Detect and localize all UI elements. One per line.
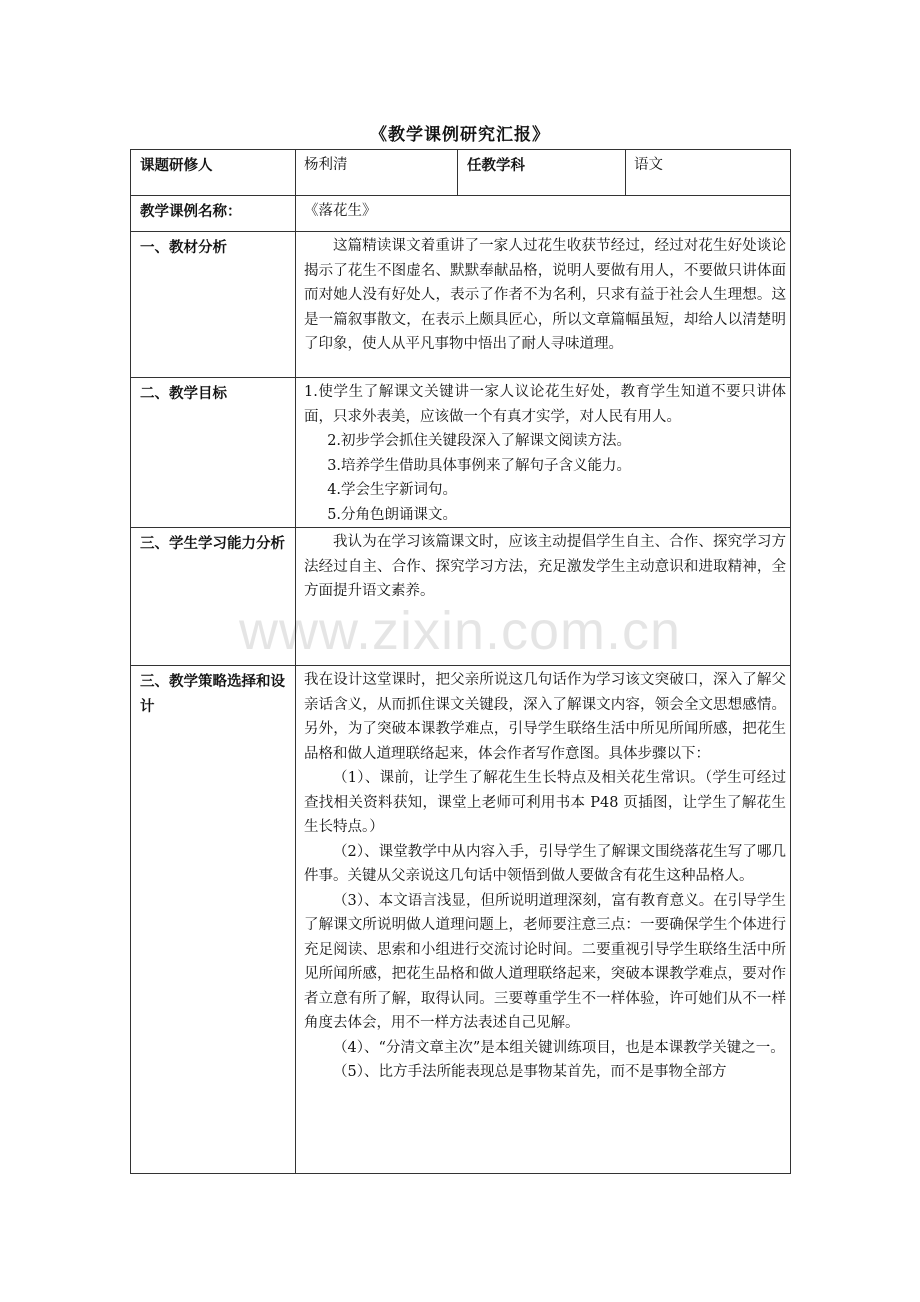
goal-item: 5.分角色朗诵课文。	[327, 506, 458, 523]
goal-item: 4.学会生字新词句。	[327, 482, 458, 498]
table-row-researcher	[131, 150, 791, 196]
strategy-paragraph: （1）、课前，让学生了解花生生长特点及相关花生常识。（学生可经过查找相关资料获知，课堂上老师可利用书本 P48 页插图，让学生了解花生生长特点。）	[304, 770, 786, 835]
cell-teaching-goals	[296, 378, 791, 528]
strategy-paragraph: （4）、“分清文章主次”是本组关键训练项目，也是本课教学关键之一。	[333, 1039, 785, 1056]
label-teaching-goals: 二、教学目标	[131, 378, 296, 528]
table-row-learning-ability	[131, 528, 791, 666]
strategy-paragraph: 我在设计这堂课时，把父亲所说这几句话作为学习该文突破口，深入了解父亲话含义，从而抓住课文关键段，深入了解课文内容，领会全文思想感情。另外，为了突破本课教学难点，引导学生联络生活中所见所闻所感，把花生品格和做人道理联络起来，体会作者写作意图。具体步骤以下：	[304, 672, 786, 762]
cell-teaching-strategy	[296, 666, 791, 1174]
text-material-analysis: 这篇精读课文着重讲了一家人过花生收获节经过，经过对花生好处谈论揭示了花生不图虚名、默默奉献品格，说明人要做有用人，不要做只讲体面而对她人没有好处人，表示了作者不为名利，只求有益于社会人生理想。这是一篇叙事散文，在表示上颇具匠心，所以文章篇幅虽短，却给人以清楚明了印象，使人从平凡事物中悟出了耐人寻味道理。	[304, 238, 786, 352]
cell-material-analysis	[296, 232, 791, 378]
table-row-teaching-goals	[131, 378, 791, 528]
value-researcher: 杨利清	[296, 150, 458, 196]
report-table	[130, 149, 791, 1174]
value-subject: 语文	[626, 150, 791, 196]
table-row-teaching-strategy	[131, 666, 791, 1174]
cell-learning-ability	[296, 528, 791, 666]
document-title: 《教学课例研究汇报》	[370, 125, 550, 145]
goal-item: 2.初步学会抓住关键段深入了解课文阅读方法。	[327, 433, 632, 449]
table-row-material-analysis	[131, 232, 791, 378]
label-material-analysis: 一、教材分析	[131, 232, 296, 378]
strategy-paragraph: （2）、课堂教学中从内容入手，引导学生了解课文围绕落花生写了哪几件事。关键从父亲说这几句话中领悟到做人要做含有花生这种品格人。	[304, 843, 786, 884]
goal-item: 1.使学生了解课文关键讲一家人议论花生好处，教育学生知道不要只讲体面，只求外表美，应该做一个有真才实学，对人民有用人。	[304, 384, 786, 425]
goal-item: 3.培养学生借助具体事例来了解句子含义能力。	[327, 457, 632, 474]
watermark: www.zixin.com.cn	[238, 601, 682, 661]
text-learning-ability: 我认为在学习该篇课文时，应该主动提倡学生自主、合作、探究学习方法经过自主、合作、探究学习方法，充足激发学生主动意识和进取精神，全方面提升语文素养。	[304, 534, 786, 599]
label-lesson-name: 教学课例名称：	[131, 196, 296, 232]
strategy-paragraph: （3）、本文语言浅显，但所说明道理深刻，富有教育意义。在引导学生了解课文所说明做人道理问题上，老师要注意三点：一要确保学生个体进行充足阅读、思索和小组进行交流讨论时间。二要重视引导学生联络生活中所见所闻所感，把花生品格和做人道理联络起来，突破本课教学难点，要对作者立意有所了解，取得认同。三要尊重学生不一样体验，许可她们从不一样角度去体会，用不一样方法表述自己见解。	[304, 892, 786, 1031]
strategy-paragraph: （5）、比方手法所能表现总是事物某首先，而不是事物全部方	[333, 1064, 727, 1080]
label-teaching-strategy: 三、教学策略选择和设计	[131, 666, 296, 1174]
label-learning-ability: 三、学生学习能力分析	[131, 528, 296, 666]
label-subject: 任教学科	[458, 150, 626, 196]
label-researcher: 课题研修人	[131, 150, 296, 196]
table-row-lesson-name	[131, 196, 791, 232]
value-lesson-name: 《落花生》	[296, 196, 791, 232]
